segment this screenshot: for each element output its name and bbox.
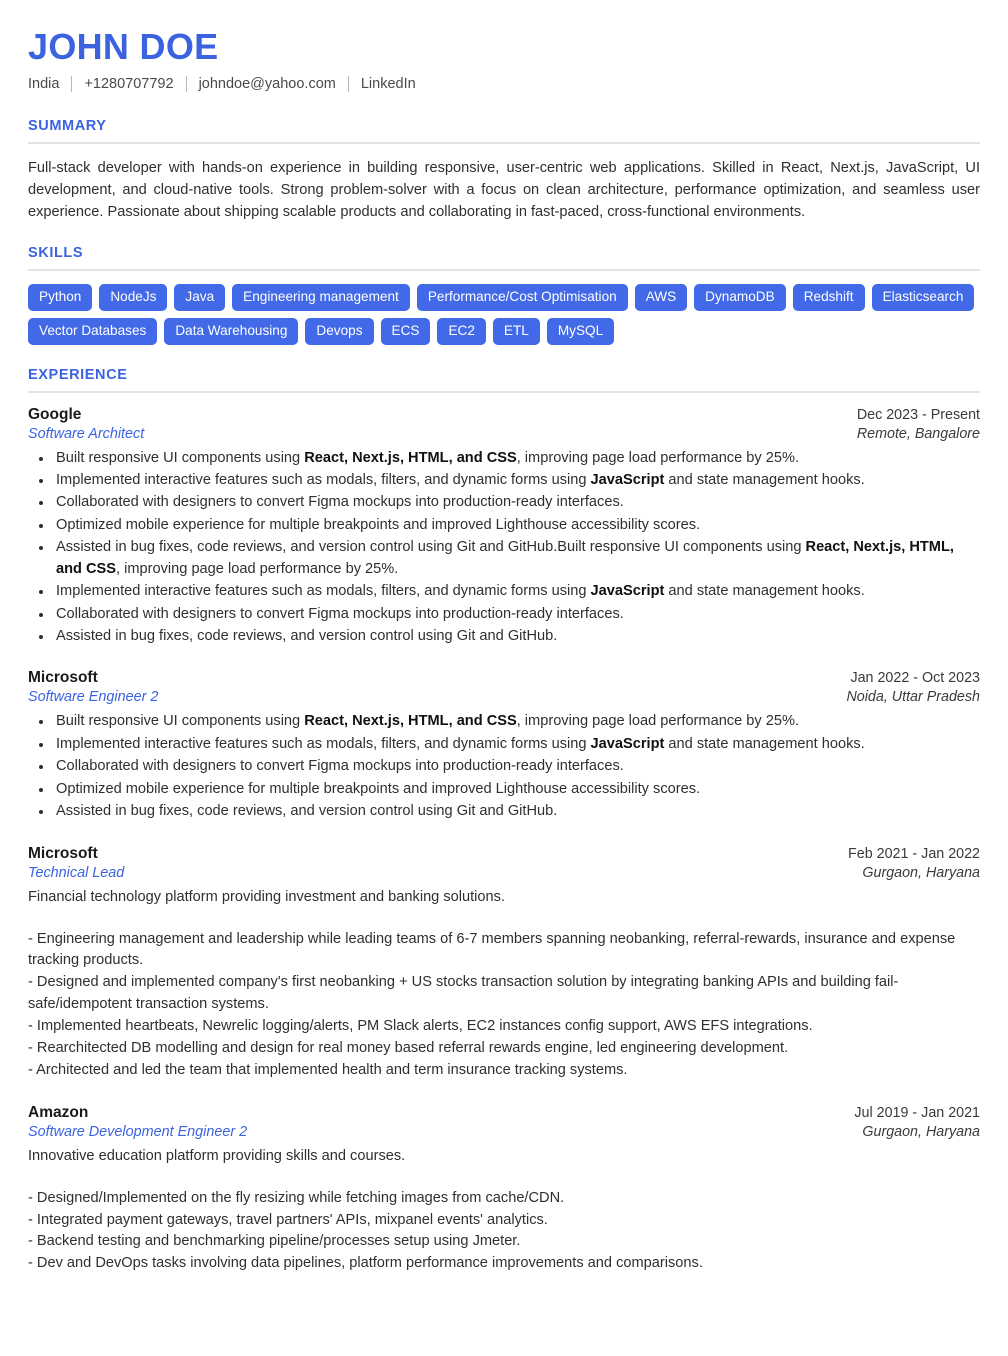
skill-chip: Data Warehousing <box>164 318 298 345</box>
summary-section <box>28 118 980 224</box>
company-name: Amazon <box>28 1103 89 1121</box>
summary-heading: SUMMARY <box>28 117 107 134</box>
responsibility-bullet: Optimized mobile experience for multiple breakpoints and improved Lighthouse accessibility scores. <box>28 515 980 536</box>
employment-dates: Feb 2021 - Jan 2022 <box>848 845 980 862</box>
responsibility-bullet: Assisted in bug fixes, code reviews, and version control using Git and GitHub. <box>28 801 980 822</box>
achievement-line: - Integrated payment gateways, travel partners' APIs, mixpanel events' analytics. <box>28 1211 548 1228</box>
skills-heading: SKILLS <box>28 245 84 262</box>
job-title: Software Engineer 2 <box>28 689 159 706</box>
skill-chip: NodeJs <box>99 284 167 311</box>
contact-separator <box>348 76 349 92</box>
responsibility-bullet: Implemented interactive features such as modals, filters, and dynamic forms using JavaScript and state management hooks. <box>28 470 980 491</box>
experience-divider <box>28 391 980 393</box>
skill-chip: Elasticsearch <box>872 284 975 311</box>
contact-line <box>28 76 980 92</box>
company-description: Financial technology platform providing investment and banking solutions. <box>28 888 506 905</box>
experience-heading: EXPERIENCE <box>28 366 128 383</box>
achievement-line: - Rearchitected DB modelling and design for real money based referral rewards engine, led engineering development. <box>28 1039 789 1056</box>
skills-list <box>28 284 980 344</box>
responsibility-bullet: Collaborated with designers to convert Figma mockups into production-ready interfaces. <box>28 756 980 777</box>
skills-section <box>28 245 980 344</box>
skill-chip: Engineering management <box>232 284 410 311</box>
employment-dates: Dec 2023 - Present <box>856 406 980 423</box>
employment-dates: Jan 2022 - Oct 2023 <box>850 670 980 687</box>
responsibility-bullet: Built responsive UI components using React, Next.js, HTML, and CSS, improving page load performance by 25%. <box>28 711 980 732</box>
skill-chip: AWS <box>635 284 687 311</box>
experience-header-row <box>28 669 980 687</box>
experience-item <box>28 406 980 648</box>
achievement-line: - Implemented heartbeats, Newrelic logging/alerts, PM Slack alerts, EC2 instances config support, AWS EFS integrations. <box>28 1018 813 1035</box>
skill-chip: Vector Databases <box>28 318 157 345</box>
achievement-line: - Designed/Implemented on the fly resizing while fetching images from cache/CDN. <box>28 1189 565 1206</box>
experience-item <box>28 845 980 1082</box>
experience-item <box>28 669 980 822</box>
contact-item[interactable]: +1280707792 <box>84 75 174 92</box>
achievement-list <box>28 929 980 1082</box>
experience-list <box>28 406 980 1276</box>
responsibility-list <box>28 711 980 822</box>
summary-text: Full-stack developer with hands-on experience in building responsive, user-centric web applications. Skilled in React, Next.js, JavaScript, UI development, and cloud-native tools. Strong problem-solver with a focus on clean architecture, performance optimization, and seamless user experience. Passionate about shipping scalable products and collaborating in fast-paced, cross-functional environments. <box>28 159 980 221</box>
achievement-line: - Dev and DevOps tasks involving data pipelines, platform performance improvements and comparisons. <box>28 1255 703 1272</box>
company-description: Innovative education platform providing skills and courses. <box>28 1147 406 1164</box>
responsibility-list <box>28 448 980 648</box>
skill-chip: Performance/Cost Optimisation <box>417 284 628 311</box>
job-location: Remote, Bangalore <box>856 425 980 442</box>
skills-divider <box>28 269 980 271</box>
responsibility-bullet: Assisted in bug fixes, code reviews, and version control using Git and GitHub. <box>28 626 980 647</box>
company-name: Microsoft <box>28 844 98 862</box>
responsibility-bullet: Assisted in bug fixes, code reviews, and version control using Git and GitHub.Built responsive UI components using React, Next.js, HTML, and CSS, improving page load performance by 25%. <box>28 537 980 580</box>
experience-section <box>28 367 980 1276</box>
responsibility-bullet: Built responsive UI components using React, Next.js, HTML, and CSS, improving page load performance by 25%. <box>28 448 980 469</box>
experience-subheader-row <box>28 1124 980 1140</box>
achievement-line: - Engineering management and leadership while leading teams of 6-7 members spanning neobanking, referral-rewards, insurance and expense tracking products. <box>28 930 956 969</box>
company-name: Microsoft <box>28 669 98 687</box>
skill-chip: ETL <box>493 318 540 345</box>
job-location: Noida, Uttar Pradesh <box>846 689 980 706</box>
experience-item <box>28 1104 980 1275</box>
job-title: Technical Lead <box>28 864 125 881</box>
achievement-line: - Architected and led the team that implemented health and term insurance tracking systems. <box>28 1061 628 1078</box>
achievement-line: - Backend testing and benchmarking pipeline/processes setup using Jmeter. <box>28 1233 521 1250</box>
job-title: Software Architect <box>28 425 145 442</box>
skill-chip: Python <box>28 284 92 311</box>
contact-separator <box>71 76 72 92</box>
job-title: Software Development Engineer 2 <box>28 1123 248 1140</box>
skill-chip: ECS <box>381 318 431 345</box>
skill-chip: Devops <box>305 318 373 345</box>
skill-chip: DynamoDB <box>694 284 786 311</box>
contact-item[interactable]: LinkedIn <box>360 75 416 92</box>
experience-header-row <box>28 845 980 863</box>
job-location: Gurgaon, Haryana <box>862 1123 980 1140</box>
spacer <box>28 1168 980 1188</box>
responsibility-bullet: Implemented interactive features such as modals, filters, and dynamic forms using JavaScript and state management hooks. <box>28 734 980 755</box>
resume-header <box>28 28 980 92</box>
responsibility-bullet: Collaborated with designers to convert Figma mockups into production-ready interfaces. <box>28 492 980 513</box>
summary-divider <box>28 142 980 144</box>
experience-subheader-row <box>28 689 980 705</box>
experience-header-row <box>28 406 980 424</box>
employment-dates: Jul 2019 - Jan 2021 <box>854 1104 980 1121</box>
responsibility-bullet: Optimized mobile experience for multiple breakpoints and improved Lighthouse accessibility scores. <box>28 779 980 800</box>
experience-subheader-row <box>28 426 980 442</box>
experience-header-row <box>28 1104 980 1122</box>
experience-subheader-row <box>28 865 980 881</box>
candidate-name: JOHN DOE <box>28 26 219 67</box>
contact-item[interactable]: johndoe@yahoo.com <box>198 75 336 92</box>
responsibility-bullet: Collaborated with designers to convert Figma mockups into production-ready interfaces. <box>28 604 980 625</box>
responsibility-bullet: Implemented interactive features such as modals, filters, and dynamic forms using JavaScript and state management hooks. <box>28 581 980 602</box>
spacer <box>28 909 980 929</box>
job-location: Gurgaon, Haryana <box>862 864 980 881</box>
achievement-line: - Designed and implemented company's first neobanking + US stocks transaction solution by integrating banking APIs and building fail-safe/idempotent transaction systems. <box>28 974 899 1013</box>
contact-separator <box>186 76 187 92</box>
skill-chip: Redshift <box>793 284 865 311</box>
skill-chip: MySQL <box>547 318 614 345</box>
company-name: Google <box>28 405 82 423</box>
contact-item[interactable]: India <box>28 75 60 92</box>
achievement-list <box>28 1188 980 1276</box>
skill-chip: Java <box>174 284 225 311</box>
skill-chip: EC2 <box>437 318 485 345</box>
